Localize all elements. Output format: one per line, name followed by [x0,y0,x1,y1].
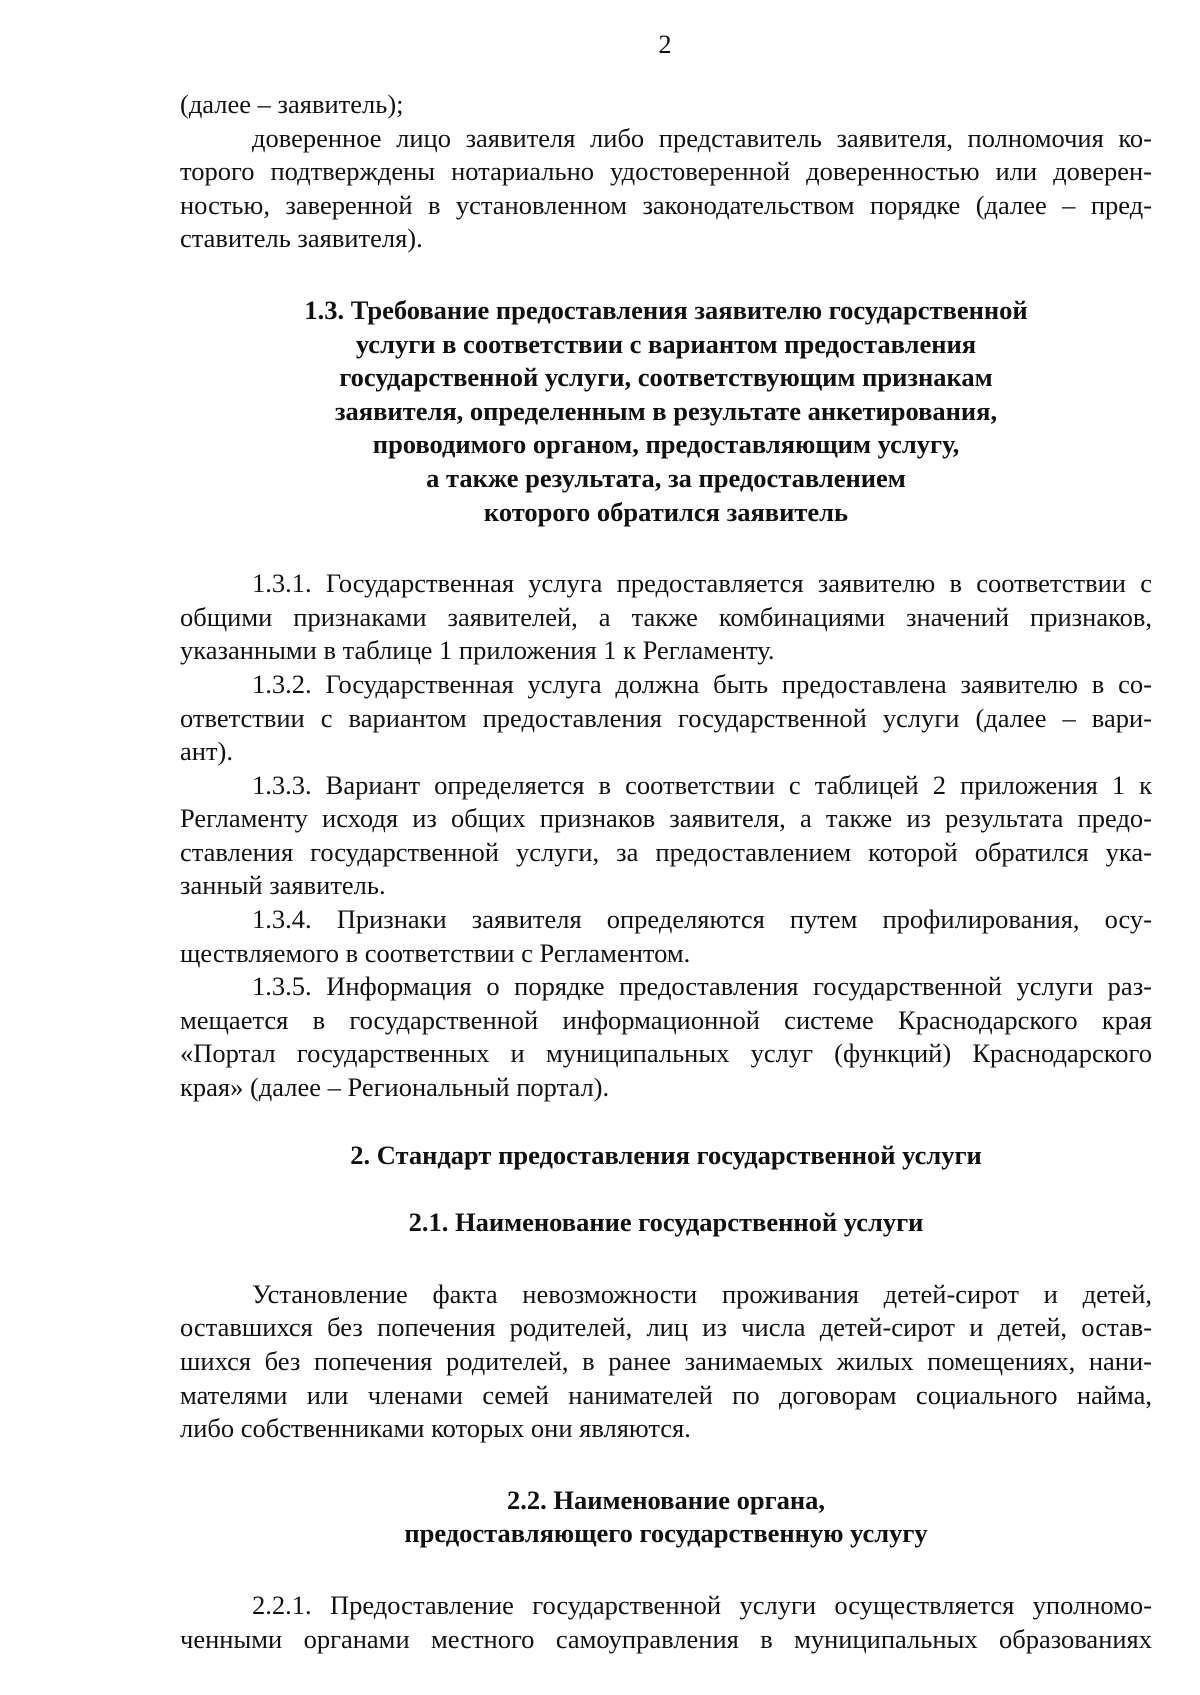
text-line: ностью, заверенной в установленном законодательством порядке (далее – пред- [180,189,1152,220]
heading-line: заявителя, определенным в результате анкетирования, [334,395,998,426]
heading-line: 2. Стандарт предоставления государственной услуги [350,1139,982,1170]
text-line: 1.3.4. Признаки заявителя определяются путем профилирования, осу- [252,904,1152,935]
paragraph-1-3-2 [180,668,1152,769]
heading-line: услуги в соответствии с вариантом предоставления [355,328,977,359]
paragraph-1-3-5 [180,970,1152,1104]
text-line: торого подтверждены нотариально удостоверенной доверенностью или доверен- [180,156,1152,187]
paragraph-intro [180,88,1152,122]
section-heading-2 [180,1139,1152,1173]
text-line: ществляемого в соответствии с Регламентом. [180,937,691,968]
paragraph-representative [180,122,1152,256]
text-line: мателями или членами семей нанимателей по договорам социального найма, [180,1379,1152,1410]
text-line: ченными органами местного самоуправления в муниципальных образованиях [180,1623,1152,1654]
text-line: ставления государственной услуги, за предоставлением которой обратился ука- [180,836,1152,867]
text-line: общими признаками заявителей, а также комбинациями значений признаков, [180,601,1152,632]
paragraph-2-2-1 [180,1589,1152,1656]
text-line: либо собственниками которых они являются. [180,1413,691,1444]
text-line: доверенное лицо заявителя либо представитель заявителя, полномочия ко- [252,122,1152,153]
heading-line: 1.3. Требование предоставления заявителю государственной [304,294,1028,325]
text-line: края» (далее – Региональный портал). [180,1072,610,1103]
text-line: 1.3.5. Информация о порядке предоставления государственной услуги раз- [252,971,1152,1002]
text-line: 1.3.2. Государственная услуга должна быть предоставлена заявителю в со- [252,668,1152,699]
heading-line: проводимого органом, предоставляющим услугу, [372,429,960,460]
text-line: 1.3.3. Вариант определяется в соответствии с таблицей 2 приложения 1 к [252,769,1152,800]
paragraph-1-3-1 [180,567,1152,668]
text-line: ставитель заявителя). [180,223,423,254]
document-body [180,88,1152,1656]
text-line: 1.3.1. Государственная услуга предоставляется заявителю в соответствии с [252,568,1152,599]
text-line: Регламенту исходя из общих признаков заявителя, а также из результата предо- [180,803,1152,834]
text-line: ответствии с вариантом предоставления государственной услуги (далее – вари- [180,702,1152,733]
heading-line: которого обратился заявитель [483,496,849,527]
heading-line: предоставляющего государственную услугу [404,1518,928,1549]
paragraph-1-3-3 [180,769,1152,903]
text-line: ант). [180,736,233,767]
heading-line: 2.1. Наименование государственной услуги [408,1207,924,1238]
text-line: 2.2.1. Предоставление государственной услуги осуществляется уполномо- [252,1589,1152,1620]
section-heading-2-1 [180,1206,1152,1240]
text-line: оставшихся без попечения родителей, лиц из числа детей-сирот и детей, остав- [180,1312,1152,1343]
text-line: указанными в таблице 1 приложения 1 к Регламенту. [180,635,775,666]
text-line: Установление факта невозможности проживания детей-сирот и детей, [252,1278,1152,1309]
text-line: шихся без попечения родителей, в ранее занимаемых жилых помещениях, нани- [180,1346,1152,1376]
heading-line: 2.2. Наименование органа, [506,1484,826,1515]
section-heading-1-3 [180,294,1152,529]
text-line: (далее – заявитель); [180,89,404,119]
section-heading-2-2 [180,1484,1152,1551]
heading-line: а также результата, за предоставлением [426,462,906,493]
text-line: мещается в государственной информационной системе Краснодарского края [180,1004,1152,1035]
page-number: 2 [658,30,672,59]
text-line: «Портал государственных и муниципальных услуг (функций) Краснодарского [180,1038,1152,1069]
paragraph-2-1 [180,1278,1152,1446]
paragraph-1-3-4 [180,903,1152,970]
heading-line: государственной услуги, соответствующим признакам [339,362,993,393]
text-line: занный заявитель. [180,870,386,901]
